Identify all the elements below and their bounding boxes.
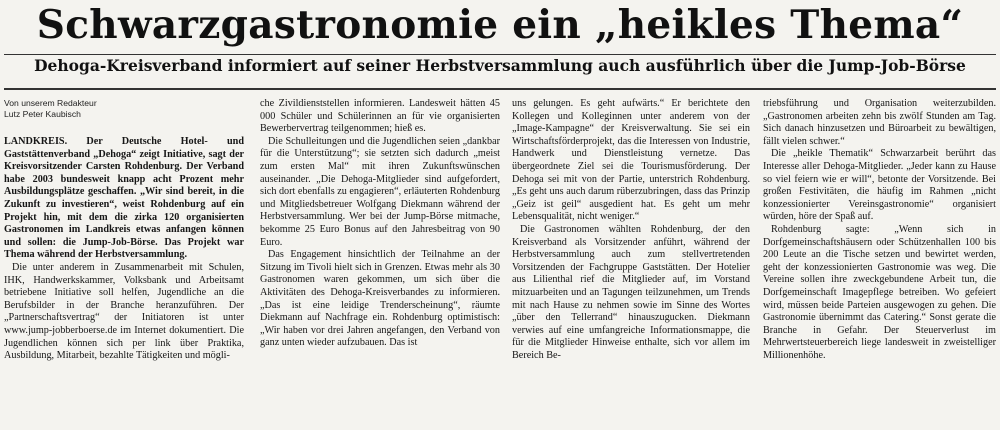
headline: Schwarzgastronomie ein „heikles Thema“ xyxy=(36,2,964,48)
paragraph: Rohdenburg sagte: „Wenn sich in Dorfgemeinschaftshäusern oder Schützenhallen 100 bis 200 Leute an die Tische setzen und bewirtet werden, geht der konzessionierten Gastronomie was weg. Die Vereine sollen ihre zweckgebundene Arbeit tun, die Dorfgemeinschaft Imagepflege betreiben. Wo gefeiert wird, müssen beide Parteien ausgewogen zu gehen. Die Gastronomie übernimmt das Catering.“ Sonst gerate die Branche in Gefahr. Der Steuerverlust im Mehrwertsteuerbereich liege landesweit in zweistelliger Millionenhöhe. xyxy=(763,223,996,361)
paragraph: Die unter anderem in Zusammenarbeit mit Schulen, IHK, Handwerkskammer, Volksbank und Arbeitsamt betriebene Initiative soll helfen, Jugendliche an die Berufsbilder in der Branche heranzuführen. Der „Partnerschaftsvertrag“ der Initiatoren ist unter www.jump-jobberboerse.de im Internet dokumentiert. Die Jugendlichen können sich per link über Praktika, Ausbildung, Mitarbeit, bezahlte Tätigkeiten und mögli- xyxy=(4,261,244,362)
paragraph: Die Gastronomen wählten Rohdenburg, der den Kreisverband als Vorsitzender anführt, während der Herbstversammlung auch zum stellvertretenden Vorsitzenden der Fachgruppe Gaststätten. Der Hotelier aus Lilienthal rief die Mitglieder auf, im Vorstand mitzuarbeiten und an Tagungen teilzunehmen, um Trends mit nach Hause zu nehmen sowie im Sinne des Wortes „über den Tellerrand“ hinauszugucken. Diekmann verwies auf eine umfangreiche Informationsmappe, die für die Mitglieder Hinweise enthalte, sich vor allem im Bereich Be- xyxy=(512,223,750,361)
subheadline: Dehoga-Kreisverband informiert auf seiner Herbstversammlung auch ausführlich über die Jump-Job-Börse xyxy=(34,56,966,75)
byline-author: Lutz Peter Kaubisch xyxy=(4,109,81,119)
paragraph: triebsführung und Organisation weiterzubilden. „Gastronomen arbeiten zehn bis zwölf Stunden am Tag. Sich danach hinzusetzen und Büroarbeit zu bewältigen, fällt vielen schwer.“ xyxy=(763,98,996,147)
subheadline-rule xyxy=(4,88,996,90)
paragraph: uns gelungen. Es geht aufwärts.“ Er berichtete den Kollegen und Kolleginnen unter anderem von der „Image-Kampagne“ der Kreisverwaltung. Sie sei ein Wirtschaftsförderprojekt, das die Interessen von Industrie, Handwerk und Dienstleistung vernetze. Das übergeordnete Ziel sei die Tourismusförderung. Der Dehoga sei mit von der Partie, unterstrich Rohdenburg. „Es geht uns auch darum rüberzubringen, dass das Prinzip „Geiz ist geil“ ausgedient hat. Es geht um mehr Lebensqualität, nicht weniger.“ xyxy=(512,98,750,223)
article-column-1 xyxy=(4,98,244,430)
article-column-4 xyxy=(763,98,996,430)
paragraph: LANDKREIS. Der Deutsche Hotel- und Gaststättenverband „Dehoga“ zeigt Initiative, sagt der Kreisvorsitzender Carsten Rohdenburg. Der Verband habe 2003 bundesweit knapp acht Prozent mehr Ausbildungsplätze geschaffen. „Wir sind bereit, in die Zukunft zu investieren“, weist Rohdenburg auf ein Projekt hin, mit dem die zirka 120 organisierten Gastronomen im Landkreis etwas anfangen können und sollen: die Jump-Job-Börse. Das Projekt war Thema während der Herbstversammlung. xyxy=(4,136,244,261)
article-column-3 xyxy=(512,98,750,430)
byline-line-1: Von unserem Redakteur xyxy=(4,98,97,108)
byline xyxy=(4,98,244,120)
headline-rule xyxy=(4,54,996,55)
paragraph: Das Engagement hinsichtlich der Teilnahme an der Sitzung im Tivoli hielt sich in Grenzen. Etwas mehr als 30 Gastronomen waren gekommen, um sich über die Aktivitäten des Dehoga-Kreisverbandes zu informieren. „Das ist eine leidige Trenderscheinung“, räumte Diekmann auf Nachfrage ein. Rohdenburg optimistisch: „Wir haben vor drei Jahren angefangen, den Verband von ganz unten wieder aufzubauen. Das ist xyxy=(260,249,500,349)
paragraph: Die „heikle Thematik“ Schwarzarbeit berührt das Interesse aller Dehoga-Mitglieder. „Jeder kann zu Hause so viel feiern wie er will“, betonte der Vorsitzende. Bei großen Festivitäten, die häufig im Rahmen „nicht konzessionierter Vereinsgastronomie“ organisiert würden, höre der Spaß auf. xyxy=(763,148,996,223)
article-column-2 xyxy=(260,98,500,430)
paragraph: che Zivildienststellen informieren. Landesweit hätten 45 000 Schüler und Schülerinnen an für vie organisierten Bewerbervertrag teilgenommen; hieß es. xyxy=(260,98,500,135)
paragraph: Die Schulleitungen und die Jugendlichen seien „dankbar für die Unterstützung“; sie setzten sich dadurch „meist zum ersten Mal“ mit ihren Zukunftswünschen auseinander. „Die Dehoga-Mitglieder sind aufgefordert, sich dort ebenfalls zu engagieren“, erläuterten Rohdenburg und Mitgliedsbetreuer Wolfgang Diekmann während der Herbstversammlung. Wer bei der Jump-Börse mitmache, bekomme 25 Euro Bonus auf den Jahresbeitrag von 90 Euro. xyxy=(260,135,500,248)
